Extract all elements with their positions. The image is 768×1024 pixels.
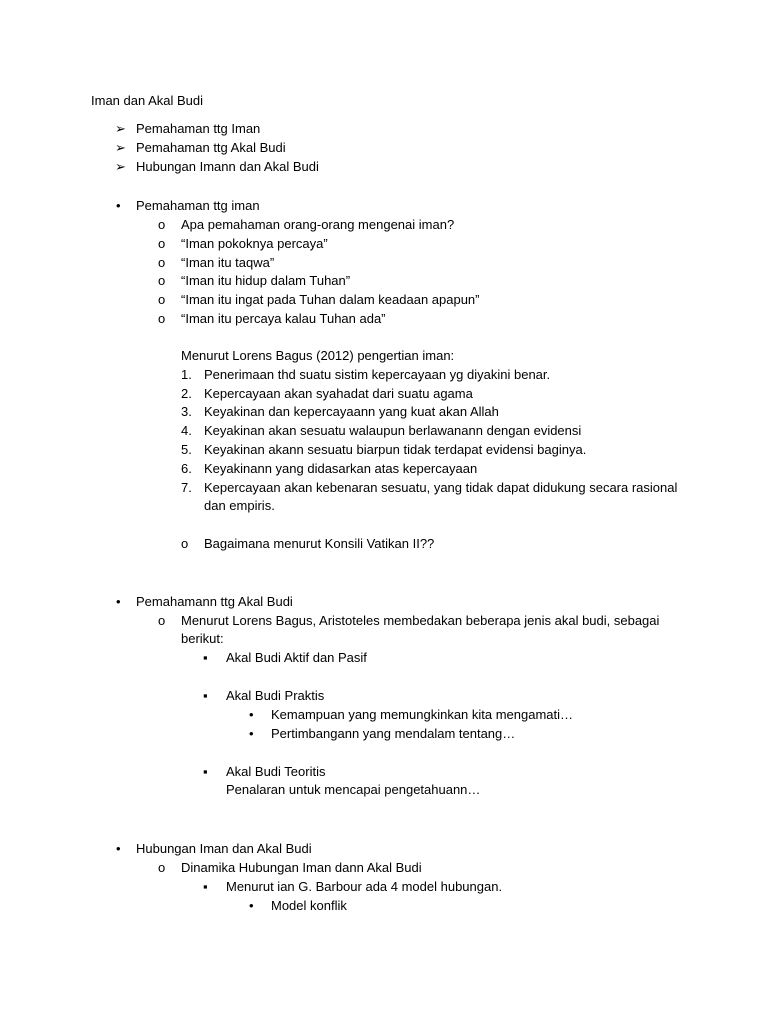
bullet-marker: • (116, 198, 121, 213)
circle-marker: o (158, 292, 166, 307)
list-item: Penerimaan thd suatu sistim kepercayaan yg diyakini benar. (204, 367, 551, 382)
sub-item: Apa pemahaman orang-orang mengenai iman? (181, 217, 455, 232)
arrow-item: Hubungan Imann dan Akal Budi (136, 159, 319, 174)
list-number: 1. (181, 367, 192, 382)
circle-marker: o (158, 236, 166, 251)
sub-item: Menurut Lorens Bagus, Aristoteles membedakan beberapa jenis akal budi, sebagai (181, 613, 660, 628)
circle-marker: o (158, 255, 166, 270)
sub-item: “Iman itu ingat pada Tuhan dalam keadaan apapun” (181, 292, 480, 307)
question-item: Bagaimana menurut Konsili Vatikan II?? (204, 536, 435, 551)
list-item: Keyakinan akan sesuatu walaupun berlawanann dengan evidensi (204, 423, 582, 438)
square-marker: ▪ (203, 688, 208, 703)
section-heading-iman: Pemahaman ttg iman (136, 198, 260, 213)
arrow-marker: ➢ (115, 121, 126, 136)
list-item: Kepercayaan akan kebenaran sesuatu, yang tidak dapat didukung secara rasional (204, 480, 678, 495)
square-item: Menurut ian G. Barbour ada 4 model hubungan. (226, 879, 503, 894)
dot-item: Model konflik (271, 898, 347, 913)
list-number: 6. (181, 461, 192, 476)
list-item: Keyakinan akann sesuatu biarpun tidak terdapat evidensi baginya. (204, 442, 587, 457)
list-number: 2. (181, 386, 192, 401)
bullet-marker: • (249, 898, 254, 913)
document-title: Iman dan Akal Budi (91, 93, 204, 108)
bullet-marker: • (116, 841, 121, 856)
sub-item: “Iman itu hidup dalam Tuhan” (181, 273, 351, 288)
circle-marker: o (158, 311, 166, 326)
section-heading-hubungan: Hubungan Iman dan Akal Budi (136, 841, 312, 856)
section-heading-akal-budi: Pemahamann ttg Akal Budi (136, 594, 293, 609)
arrow-marker: ➢ (115, 140, 126, 155)
sub-item: “Iman pokoknya percaya” (181, 236, 328, 251)
square-item: Akal Budi Praktis (226, 688, 325, 703)
circle-marker: o (181, 536, 189, 551)
square-item-text: Penalaran untuk mencapai pengetahuann… (226, 782, 481, 797)
bullet-marker: • (249, 707, 254, 722)
square-marker: ▪ (203, 764, 208, 779)
arrow-marker: ➢ (115, 159, 126, 174)
list-number: 7. (181, 480, 192, 495)
arrow-item: Pemahaman ttg Iman (136, 121, 261, 136)
sub-item-continuation: berikut: (181, 631, 224, 646)
list-number: 3. (181, 404, 192, 419)
list-number: 5. (181, 442, 192, 457)
square-item: Akal Budi Teoritis (226, 764, 326, 779)
sub-item: “Iman itu taqwa” (181, 255, 275, 270)
list-item: Kepercayaan akan syahadat dari suatu agama (204, 386, 473, 401)
square-marker: ▪ (203, 879, 208, 894)
bullet-marker: • (116, 594, 121, 609)
sub-item: Dinamika Hubungan Iman dann Akal Budi (181, 860, 422, 875)
circle-marker: o (158, 613, 166, 628)
circle-marker: o (158, 860, 166, 875)
square-marker: ▪ (203, 650, 208, 665)
dot-item: Kemampuan yang memungkinkan kita mengamati… (271, 707, 574, 722)
sub-item: “Iman itu percaya kalau Tuhan ada” (181, 311, 386, 326)
dot-item: Pertimbangann yang mendalam tentang… (271, 726, 516, 741)
arrow-item: Pemahaman ttg Akal Budi (136, 140, 286, 155)
circle-marker: o (158, 217, 166, 232)
definition-intro: Menurut Lorens Bagus (2012) pengertian iman: (181, 348, 455, 363)
list-item: Keyakinan dan kepercayaann yang kuat akan Allah (204, 404, 499, 419)
list-number: 4. (181, 423, 192, 438)
square-item: Akal Budi Aktif dan Pasif (226, 650, 367, 665)
bullet-marker: • (249, 726, 254, 741)
list-item: Keyakinann yang didasarkan atas kepercayaan (204, 461, 478, 476)
list-item-continuation: dan empiris. (204, 498, 275, 513)
circle-marker: o (158, 273, 166, 288)
